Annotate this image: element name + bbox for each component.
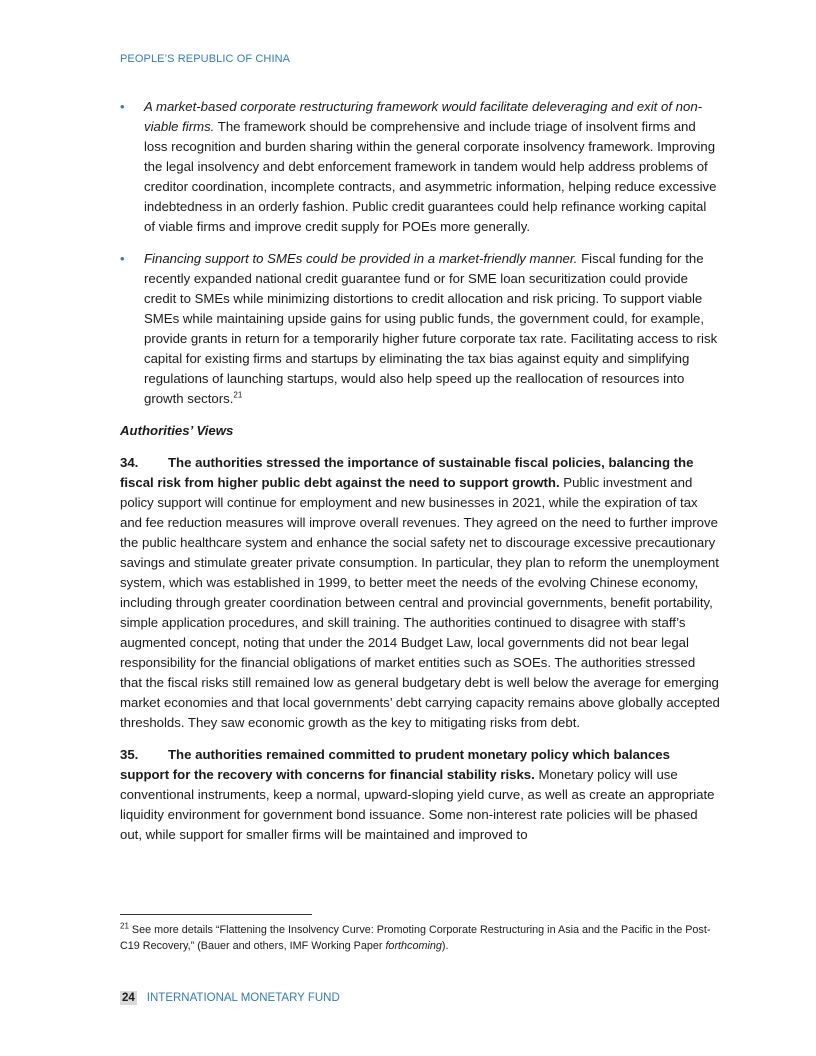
bullet-lead: Financing support to SMEs could be provided in a market-friendly manner. <box>144 251 578 266</box>
page-footer <box>120 992 340 1004</box>
section-subheading: Authorities’ Views <box>120 423 234 438</box>
footnote-italic: forthcoming <box>385 940 442 952</box>
numbered-paragraph <box>120 453 720 733</box>
bullet-item <box>120 97 720 237</box>
paragraph-body: Public investment and policy support will continue for employment and new businesses in 2021, while the expiration of tax and fee reduction measures will improve overall revenues. They agreed on the need to further improve the public healthcare system and enhance the social safety net to discourage excessive precautionary savings and stimulate greater private consumption. In particular, they plan to reform the unemployment system, which was established in 1999, to better meet the needs of the evolving Chinese economy, including through greater coordination between central and provincial governments, benefit portability, simple application procedures, and skill training. The authorities continued to disagree with staff’s augmented concept, noting that under the 2014 Budget Law, local governments did not bear legal responsibility for the financial obligations of market entities such as SOEs. The authorities stressed that the fiscal risks still remained low as general budgetary debt is well below the average for emerging market economies and that local governments’ debt carrying capacity remains above globally accepted thresholds. They saw economic growth as the key to mitigating risks from debt. <box>120 475 720 730</box>
bullet-icon: • <box>120 251 125 266</box>
paragraph-lead: The authorities remained committed to prudent monetary policy which balances support for the recovery with concerns for financial stability risks. <box>120 747 670 782</box>
paragraph-body: Monetary policy will use conventional instruments, keep a normal, upward-sloping yield curve, as well as create an appropriate liquidity environment for government bond issuance. Some non-interest rate policies will be phased out, while support for smaller firms will be maintained and improved to <box>120 767 715 842</box>
paragraph-lead: The authorities stressed the importance of sustainable fiscal policies, balancing the fiscal risk from higher public debt against the need to support growth. <box>120 455 694 490</box>
bullet-body: The framework should be comprehensive and include triage of insolvent firms and loss recognition and burden sharing within the general corporate insolvency framework. Improving the legal insolvency and debt enforcement framework in tandem would help address problems of creditor coordination, incomplete contracts, and asymmetric information, helping reduce excessive indebtedness in an orderly fashion. Public credit guarantees could help refinance working capital of viable firms and improve credit supply for POEs more generally. <box>144 119 717 234</box>
footnote-text: See more details “Flattening the Insolvency Curve: Promoting Corporate Restructuring in Asia and the Pacific in the Post-C19 Recovery,” (Bauer and others, IMF Working Paper <box>120 924 711 952</box>
bullet-text <box>144 97 720 237</box>
footnote-tail: ). <box>441 940 449 952</box>
footnote-marker: 21 <box>120 921 129 931</box>
footnote <box>120 922 720 954</box>
bullet-body: Fiscal funding for the recently expanded national credit guarantee fund or for SME loan securitization could provide credit to SMEs while minimizing distortions to credit allocation and risk pricing. To support viable SMEs while maintaining upside gains for using public funds, the government could, for example, provide grants in return for a temporarily higher future corporate tax rate. Facilitating access to risk capital for existing firms and startups by eliminating the tax bias against equity and simplifying regulations of launching startups, would also help speed up the reallocation of resources into growth sectors. <box>144 251 718 406</box>
numbered-paragraph <box>120 745 720 845</box>
bullet-text <box>144 249 720 409</box>
bullet-icon: • <box>120 99 125 114</box>
bullet-lead: A market-based corporate restructuring framework would facilitate deleveraging and exit of non-viable firms. <box>144 99 703 134</box>
publisher-name: INTERNATIONAL MONETARY FUND <box>146 992 340 1004</box>
page-number: 24 <box>122 992 135 1004</box>
running-header: PEOPLE’S REPUBLIC OF CHINA <box>120 53 291 65</box>
footnote-divider <box>120 914 312 915</box>
footnote-ref[interactable]: 21 <box>233 390 243 400</box>
paragraph-number: 34. <box>120 455 139 470</box>
bullet-item <box>120 249 720 409</box>
paragraph-number: 35. <box>120 747 139 762</box>
page-body <box>120 97 720 857</box>
